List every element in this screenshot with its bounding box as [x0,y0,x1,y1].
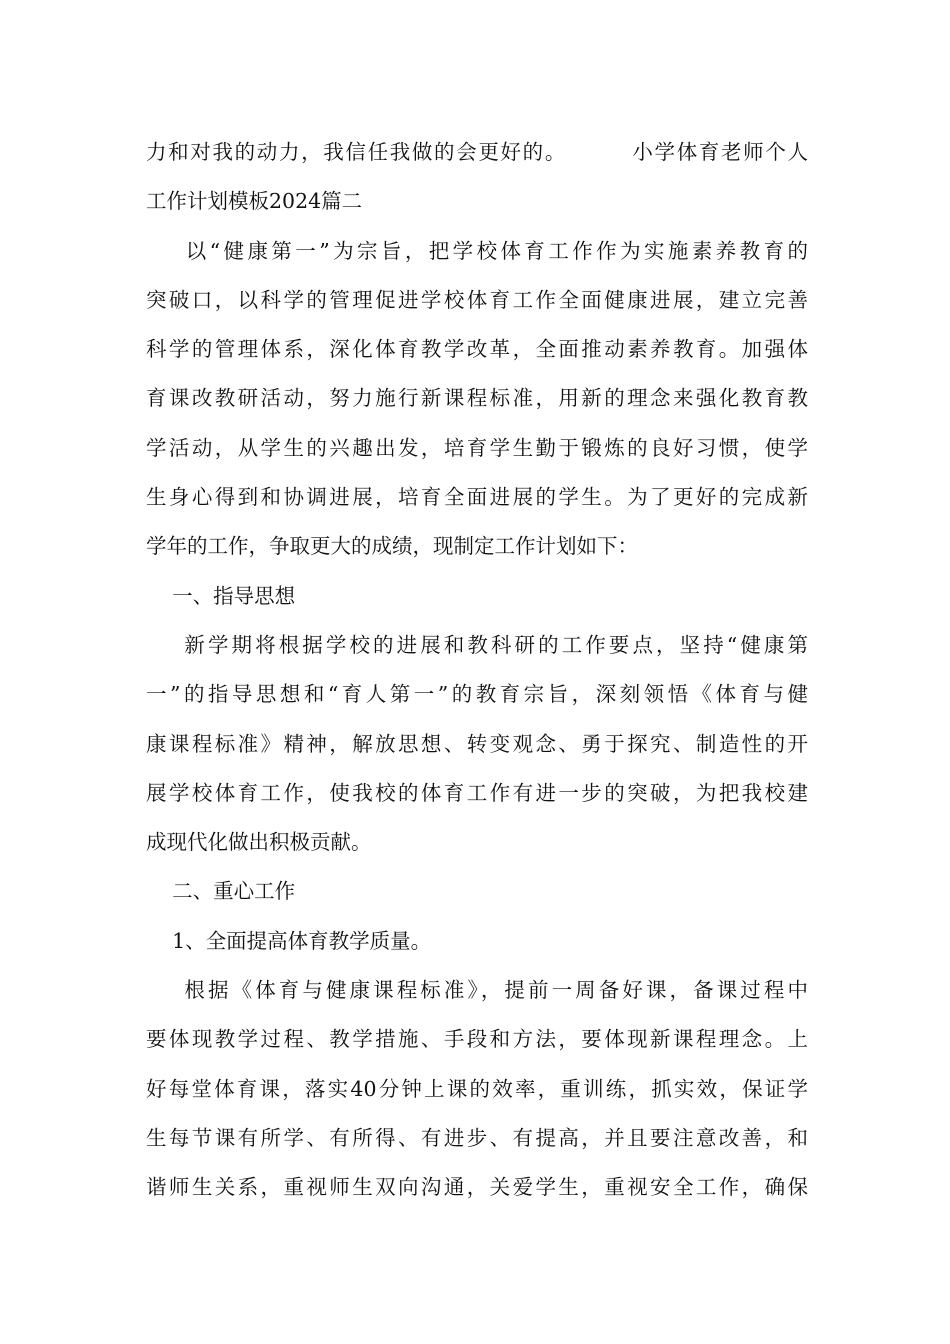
section-heading: 一、指导思想 [146,583,296,608]
text-line: 育课改教研活动，努力施行新课程标准，用新的理念来强化教育教 [146,386,808,411]
text-line: 学活动，从学生的兴趣出发，培育学生勤于锻炼的良好习惯，使学 [146,435,808,460]
document-page [146,128,808,1213]
text-line: 以“健康第一”为宗旨，把学校体育工作作为实施素养教育的 [146,238,808,263]
text-line: 根据《体育与健康课程标准》，提前一周备好课，备课过程中 [146,978,808,1003]
text-line: 要体现教学过程、教学措施、手段和方法，要体现新课程理念。上 [146,1027,808,1052]
text-line: 力和对我的动力，我信任我做的会更好的。 小学体育老师个人 [146,140,808,164]
text-line: 科学的管理体系，深化体育教学改革，全面推动素养教育。加强体 [146,337,808,362]
text-line: 成现代化做出积极贡献。 [146,830,372,855]
text-line: 突破口，以科学的管理促进学校体育工作全面健康进展，建立完善 [146,287,808,312]
text-line: 好每堂体育课，落实40分钟上课的效率，重训练，抓实效，保证学 [146,1076,808,1101]
text-line: 谐师生关系，重视师生双向沟通，关爱学生，重视安全工作，确保 [146,1175,808,1200]
text-line: 一”的指导思想和“育人第一”的教育宗旨，深刻领悟《体育与健 [146,682,808,707]
section-title-line: 工作计划模板2024篇二 [146,189,363,214]
text-line: 学年的工作，争取更大的成绩，现制定工作计划如下： [146,534,638,559]
text-line: 康课程标准》精神，解放思想、转变观念、勇于探究、制造性的开 [146,731,808,756]
text-line: 生身心得到和协调进展，培育全面进展的学生。为了更好的完成新 [146,485,808,510]
section-heading: 二、重心工作 [146,879,296,904]
subsection-heading: 1、全面提高体育教学质量。 [146,928,432,953]
text-line: 展学校体育工作，使我校的体育工作有进一步的突破，为把我校建 [146,780,808,805]
text-line: 新学期将根据学校的进展和教科研的工作要点，坚持“健康第 [146,632,808,657]
text-line: 生每节课有所学、有所得、有进步、有提高，并且要注意改善，和 [146,1125,808,1150]
